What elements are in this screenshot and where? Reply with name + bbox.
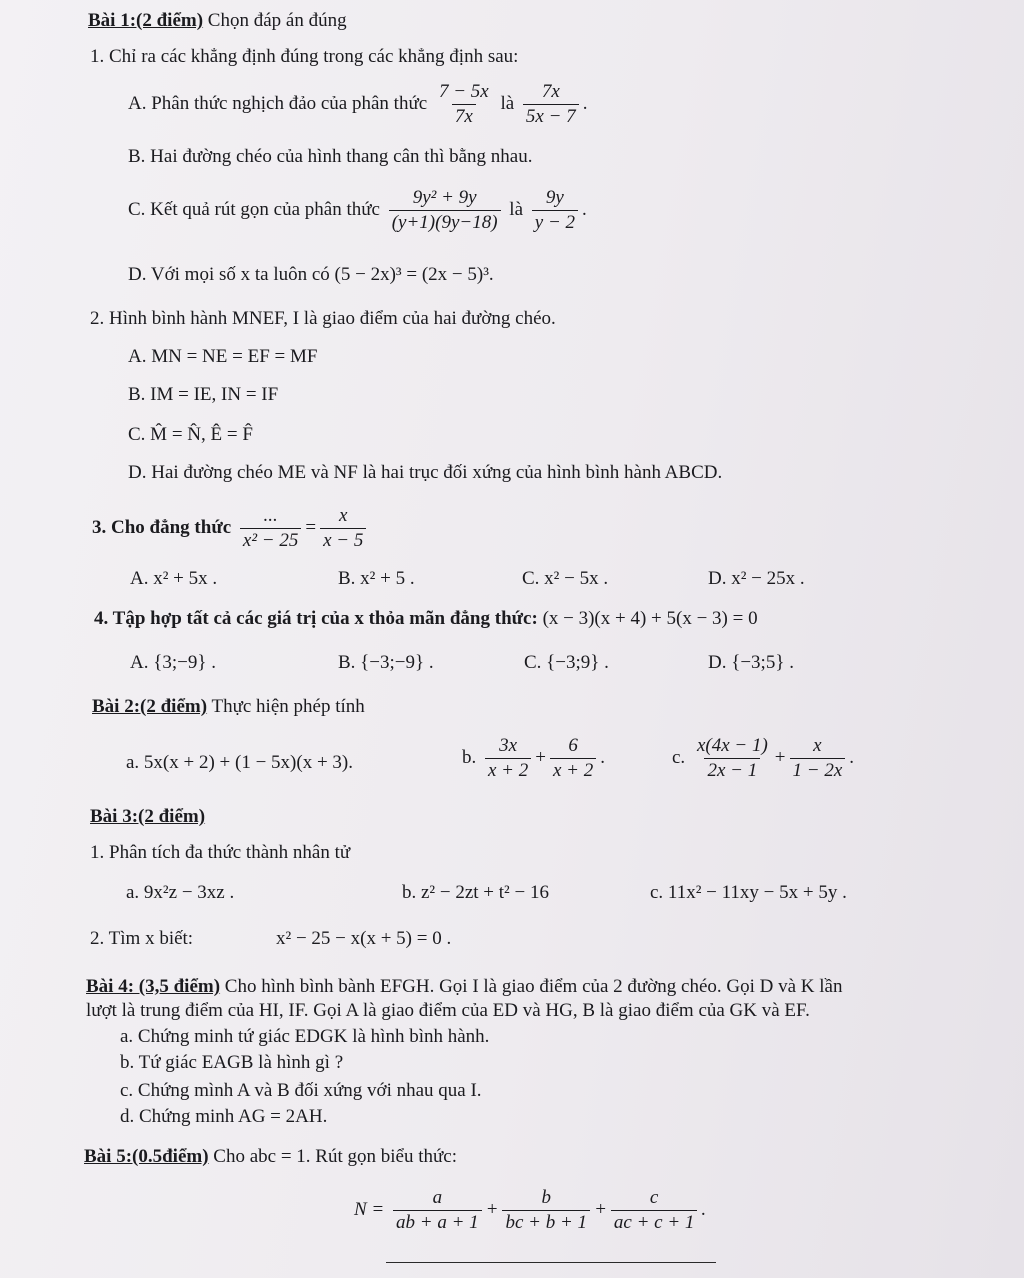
q1-option-b: B. Hai đường chéo của hình thang cân thì bằng nhau. bbox=[128, 146, 533, 167]
bai5-f1-num: a bbox=[432, 1187, 443, 1208]
q3-fraction-2 bbox=[320, 504, 366, 553]
bai2-b-f2-den: x + 2 bbox=[550, 758, 596, 784]
q1-a-f2-num: 7x bbox=[541, 81, 560, 102]
bai2-c-fraction-1 bbox=[694, 734, 771, 783]
q3-option-c: C. x² − 5x . bbox=[522, 568, 609, 589]
q1-option-c: C. Kết quả rút gọn của phân thức $\frac{\text{9y² + 9y}}{(y+1)(9y-18)}$ là $\frac{9y}{y - 2}$ . bbox=[128, 186, 587, 235]
bai3-title bbox=[90, 806, 205, 828]
q4-stem: 4. Tập hợp tất cả các giá trị của x thỏa mãn đẳng thức: bbox=[94, 608, 538, 629]
bai3-part2 bbox=[90, 928, 193, 950]
bai5-f3-num: c bbox=[649, 1187, 659, 1208]
bai5-fraction-2 bbox=[502, 1186, 590, 1235]
q2-option-a: A. MN = NE = EF = MF bbox=[128, 346, 318, 367]
q3-f1-den: x² − 25 bbox=[240, 528, 301, 554]
bai3-part2-equation: x² − 25 − x(x + 5) = 0 . bbox=[276, 928, 452, 949]
bai2-heading bbox=[92, 696, 365, 718]
bai5-f2-num: b bbox=[541, 1187, 552, 1208]
bai4-line2: lượt là trung điểm của HI, IF. Gọi A là giao điểm của ED và HG, B là giao điểm của GK và EF. bbox=[86, 1000, 810, 1021]
bai3-part2-label: 2. Tìm x biết: bbox=[90, 928, 194, 949]
bai1-title: Bài 1:(2 điểm) bbox=[88, 10, 204, 31]
q2-option-d: D. Hai đường chéo ME và NF là hai trục đối xứng của hình bình hành ABCD. bbox=[128, 462, 723, 483]
bai2-c-label: c. bbox=[672, 747, 686, 769]
q2-option-c: C. M̂ = N̂, Ê = F̂ bbox=[128, 424, 253, 445]
bai5-text: Cho abc = 1. Rút gọn biểu thức: bbox=[213, 1146, 458, 1167]
bai1-subtitle: Chọn đáp án đúng bbox=[207, 10, 347, 31]
q1-c-text: C. Kết quả rút gọn của phân thức bbox=[128, 199, 380, 221]
bai2-c-f2-den: 1 − 2x bbox=[790, 758, 846, 784]
bai4-text1: Cho hình bình bành EFGH. Gọi I là giao điểm của 2 đường chéo. Gọi D và K lần bbox=[224, 976, 843, 997]
q3-option-b: B. x² + 5 . bbox=[338, 568, 415, 589]
q1-a-fraction-2 bbox=[523, 80, 579, 129]
q4-option-b: B. {−3;−9} . bbox=[338, 652, 434, 673]
bai4-d: d. Chứng minh AG = 2AH. bbox=[120, 1106, 328, 1127]
bai2-b-f2-num: 6 bbox=[568, 735, 578, 756]
bai1-heading bbox=[88, 10, 347, 32]
q1-a-text: A. Phân thức nghịch đảo của phân thức bbox=[128, 93, 428, 115]
bai5-n-label: N = bbox=[354, 1199, 385, 1221]
q1-a-fraction-1 bbox=[436, 80, 492, 129]
q1-c-fraction-2 bbox=[532, 186, 578, 235]
q3-option-a: A. x² + 5x . bbox=[130, 568, 218, 589]
bai2-c-fraction-2 bbox=[790, 734, 846, 783]
bai2-b: b. $\frac{3x}{x + 2}$ + $\frac{6}{x + 2}$ . bbox=[462, 734, 605, 783]
q1-a-la: là bbox=[500, 93, 515, 115]
bai2-c: c. $\frac{x(4x - 1)}{2x - 1}$ + $\frac{x}{1 - 2x}$ . bbox=[672, 734, 854, 783]
q1-c-f1-num: 9y² + 9y bbox=[412, 187, 477, 208]
q2-stem: 2. Hình bình hành MNEF, I là giao điểm của hai đường chéo. bbox=[90, 308, 556, 329]
bai3-a: a. 9x²z − 3xz . bbox=[126, 882, 235, 903]
bai2-a: a. 5x(x + 2) + (1 − 5x)(x + 3). bbox=[126, 752, 354, 773]
q3-f2-num: x bbox=[338, 505, 348, 526]
bai3-part1: 1. Phân tích đa thức thành nhân tử bbox=[90, 842, 351, 863]
bai2-b-f1-den: x + 2 bbox=[485, 758, 531, 784]
bai4-b: b. Tứ giác EAGB là hình gì ? bbox=[120, 1052, 344, 1073]
q3-line: 3. Cho đẳng thức $\frac{...}{\text{x² − 25}}$ = $\frac{x}{x - 5}$ bbox=[92, 504, 370, 553]
bai5-f2-den: bc + b + 1 bbox=[502, 1210, 590, 1236]
bai5-fraction-3 bbox=[611, 1186, 698, 1235]
q1-c-fraction-1 bbox=[389, 186, 501, 235]
q1-a-f1-num: 7 − 5x bbox=[438, 81, 489, 102]
bai2-c-f1-den: 2x − 1 bbox=[704, 758, 760, 784]
q4-option-a: A. {3;−9} . bbox=[130, 652, 216, 673]
q1-c-f2-num: 9y bbox=[545, 187, 564, 208]
bai3-b: b. z² − 2zt + t² − 16 bbox=[402, 882, 549, 903]
q1-option-a: A. Phân thức nghịch đảo của phân thức $\frac{7 - 5x}{7x}$ là $\frac{7x}{5x - 7}$ . bbox=[128, 80, 587, 129]
bai2-b-fraction-1 bbox=[485, 734, 531, 783]
bai5-f3-den: ac + c + 1 bbox=[611, 1210, 698, 1236]
bai3-c: c. 11x² − 11xy − 5x + 5y . bbox=[650, 882, 847, 903]
q1-a-f1-den: 7x bbox=[452, 104, 476, 130]
q1-c-la: là bbox=[509, 199, 524, 221]
q3-f2-den: x − 5 bbox=[320, 528, 366, 554]
bai4-title: Bài 4: (3,5 điểm) bbox=[86, 976, 221, 997]
q1-c-f2-den: y − 2 bbox=[532, 210, 578, 236]
bai2-title: Bài 2:(2 điểm) bbox=[92, 696, 208, 717]
q1-stem: 1. Chỉ ra các khẳng định đúng trong các khẳng định sau: bbox=[90, 46, 519, 67]
q3-stem: 3. Cho đẳng thức bbox=[92, 517, 232, 539]
q3-fraction-1 bbox=[240, 504, 301, 553]
q1-option-d: D. Với mọi số x ta luôn có (5 − 2x)³ = (2x − 5)³. bbox=[128, 264, 494, 285]
q3-option-d: D. x² − 25x . bbox=[708, 568, 805, 589]
bai2-b-f1-num: 3x bbox=[499, 735, 518, 756]
bai5-fraction-1 bbox=[393, 1186, 482, 1235]
q3-f1-num: ... bbox=[263, 505, 278, 526]
bai2-c-f1-num: x(4x − 1) bbox=[696, 735, 768, 756]
bai5-expression: N = $\frac{a}{ab + a + 1}$ + $\frac{b}{bc + b + 1}$ + $\frac{c}{ac + c + 1}$ . bbox=[354, 1186, 706, 1235]
q4-option-c: C. {−3;9} . bbox=[524, 652, 609, 673]
bai4-c: c. Chứng mình A và B đối xứng với nhau qua I. bbox=[120, 1080, 482, 1101]
bai4-line1 bbox=[86, 976, 842, 998]
bai5-f1-den: ab + a + 1 bbox=[393, 1210, 482, 1236]
bai2-c-f2-num: x bbox=[813, 735, 822, 756]
bai3-title-text: Bài 3:(2 điểm) bbox=[90, 806, 206, 827]
bai2-b-label: b. bbox=[462, 747, 477, 769]
bai2-subtitle: Thực hiện phép tính bbox=[211, 696, 365, 717]
q4-line bbox=[94, 608, 758, 630]
q4-equation: (x − 3)(x + 4) + 5(x − 3) = 0 bbox=[542, 608, 758, 629]
bai4-a: a. Chứng minh tứ giác EDGK là hình bình hành. bbox=[120, 1026, 490, 1047]
q1-a-f2-den: 5x − 7 bbox=[523, 104, 579, 130]
bai5-title: Bài 5:(0.5điểm) bbox=[84, 1146, 209, 1167]
q2-option-b: B. IM = IE, IN = IF bbox=[128, 384, 279, 405]
bai2-b-fraction-2 bbox=[550, 734, 596, 783]
bottom-divider bbox=[386, 1262, 716, 1263]
q1-c-f1-den: (y+1)(9y−18) bbox=[389, 210, 501, 236]
q4-option-d: D. {−3;5} . bbox=[708, 652, 794, 673]
bai5-heading bbox=[84, 1146, 457, 1168]
